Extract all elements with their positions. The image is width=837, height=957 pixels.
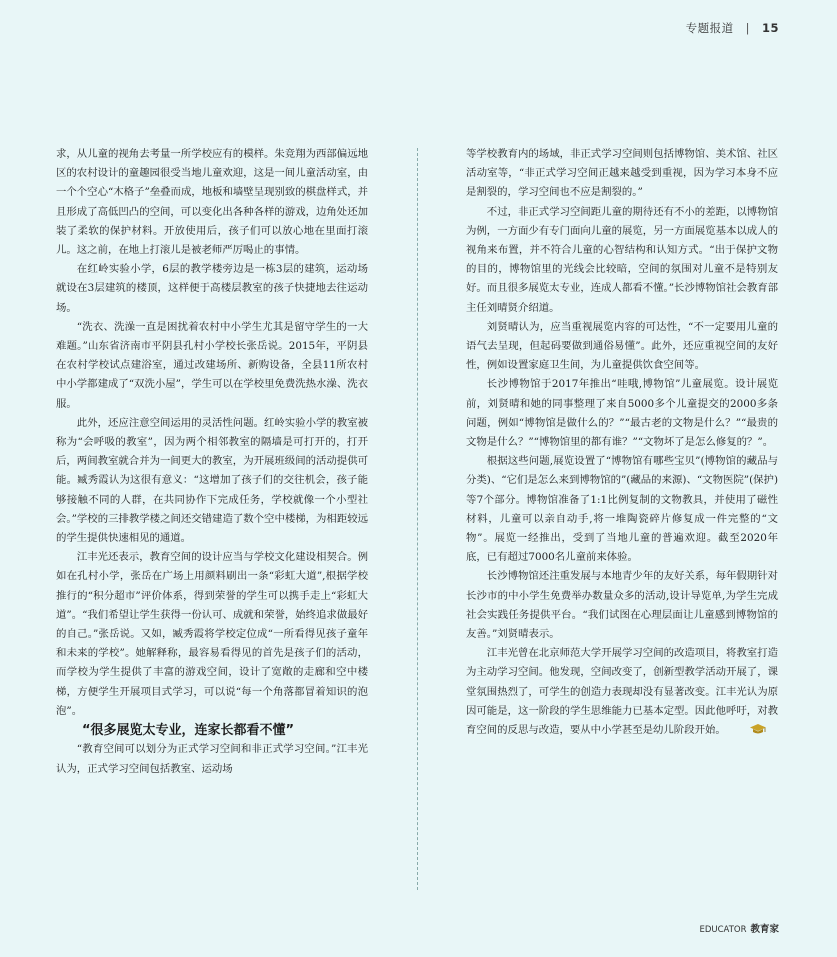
column-divider	[417, 148, 418, 890]
paragraph: 不过，非正式学习空间距儿童的期待还有不小的差距，以博物馆为例，一方面少有专门面向儿童的展览，另一方面展览基本以成人的视角来布置，并不符合儿童的心智结构和认知方式。“出于保护文物的目的，博物馆里的光线会比较暗，空间的氛围对儿童不是特别友好。而且很多展览太专业，连成人都看不懂。”长沙博物馆社会教育部主任刘晴贤介绍道。	[466, 205, 778, 314]
page-header	[686, 20, 779, 36]
paragraph: 江丰光还表示，教育空间的设计应当与学校文化建设相契合。例如在孔村小学，张岳在广场上用颜料刷出一条“彩虹大道”,根据学校推行的“积分超市”评价体系，得到荣誉的学生可以携手走上“彩虹大道”。“我们希望让学生获得一份认可、成就和荣誉，始终追求做最好的自己。”张岳说。又如，臧秀霞将学校定位成“一所看得见孩子童年和未来的学校”。她解释称，最容易看得见的首先是孩子们的活动，而学校为学生提供了丰富的游戏空间，设计了宽敞的走廊和空中楼梯，方便学生开展项目式学习，可以说“每一个角落都冒着知识的泡泡”。	[56, 551, 368, 717]
paragraph: 刘贤晴认为，应当重视展览内容的可达性，“不一定要用儿童的语气去呈现，但起码要做到通俗易懂”。此外，还应重视空间的友好性，例如设置家庭卫生间，为儿童提供饮食空间等。	[466, 320, 778, 372]
paragraph-final	[466, 644, 778, 742]
paragraph: 等学校教育内的场域，非正式学习空间则包括博物馆、美术馆、社区活动室等，“非正式学习空间正越来越受到重视，因为学习本身不应是割裂的，学习空间也不应是割裂的。”	[466, 148, 778, 199]
graduation-cap-icon	[728, 723, 767, 742]
paragraph: 求，从儿童的视角去考量一所学校应有的模样。朱竞翔为西部偏远地区的农村设计的童趣园很受当地儿童欢迎，这是一间儿童活动室，由一个个空心“木格子”垒叠而成，地板和墙壁呈现别致的棋盘样式，并且形成了高低凹凸的空间，可以变化出各种各样的游戏，边角处还加装了柔软的保护材料。开放使用后，孩子们可以放心地在里面打滚儿。这之前，在地上打滚儿是被老师严厉喝止的事情。	[56, 148, 368, 257]
paragraph: 此外，还应注意空间运用的灵活性问题。红岭实验小学的教室被称为“会呼吸的教室”，因为两个相邻教室的隔墙是可打开的，打开后，两间教室就合并为一间更大的教室，为开展班级间的活动提供可能。臧秀霞认为这很有意义：“这增加了孩子们的交往机会，孩子能够接触不同的人群，在共同协作下完成任务，学校就像一个小型社会。”学校的三排教学楼之间还交错建造了数个空中楼梯，为相距较远的学生提供快速相见的通道。	[56, 416, 368, 545]
page-number: 15	[761, 21, 779, 35]
right-column	[466, 145, 778, 742]
paragraph: 根据这些问题,展览设置了“博物馆有哪些宝贝”(博物馆的藏品与分类)、“它们是怎么来到博物馆的”(藏品的来源)、“文物医院”(保护)等7个部分。博物馆准备了1:1比例复制的文物教具，并使用了磁性材料，儿童可以亲自动手,将一堆陶瓷碎片修复成一件完整的“文物”。展览一经推出，受到了当地儿童的普遍欢迎。截至2020年底，已有超过7000名儿童前来体验。	[466, 455, 778, 564]
paragraph: “洗衣、洗澡一直是困扰着农村中小学生尤其是留守学生的一大难题。”山东省济南市平阴县孔村小学校长张岳说。2015年，平阴县在农村学校试点建浴室，通过改建场所、新购设备，全县11所农村中小学都建成了“双洗小屋”，学生可以在学校里免费洗热水澡、洗衣服。	[56, 320, 368, 410]
page-footer	[699, 921, 779, 935]
paragraph: 长沙博物馆还注重发展与本地青少年的友好关系，每年假期针对长沙市的中小学生免费举办数量众多的活动,设计导览单,为学生完成社会实践任务提供平台。“我们试图在心理层面让儿童感到博物馆的友善。”刘贤晴表示。	[466, 570, 778, 641]
paragraph: 在红岭实验小学，6层的教学楼旁边是一栋3层的建筑，运动场就设在3层建筑的楼顶，这样便于高楼层教室的孩子快捷地去往运动场。	[56, 263, 368, 314]
paragraph: 长沙博物馆于2017年推出“哇哦,博物馆”儿童展览。设计展览前，刘贤晴和她的同事整理了来自5000多个儿童提交的2000多条问题，例如“博物馆是做什么的？”“最古老的文物是什么？”“最贵的文物是什么？”“博物馆里的都有谁？”“文物坏了是怎么修复的？”。	[466, 378, 778, 449]
paragraph-text: 江丰光曾在北京师范大学开展学习空间的改造项目，将教室打造为主动学习空间。他发现，空间改变了，创新型教学活动开展了，课堂氛围热烈了，可学生的创造力表现却没有显著改变。江丰光认为原因可能是，这一阶段的学生思维能力已基本定型。因此他呼吁，对教育空间的反思与改造，要从中小学甚至是幼儿阶段开始。	[466, 647, 778, 737]
paragraph: “教育空间可以划分为正式学习空间和非正式学习空间。”江丰光认为，正式学习空间包括教室、运动场	[56, 743, 368, 775]
section-subheading: “很多展览太专业，连家长都看不懂”	[82, 723, 295, 739]
left-column	[56, 145, 368, 779]
brand-en: EDUCATOR	[699, 925, 747, 935]
section-title: 专题报道	[685, 21, 734, 35]
brand-cn: 教育家	[750, 924, 779, 935]
header-separator: |	[745, 21, 750, 35]
